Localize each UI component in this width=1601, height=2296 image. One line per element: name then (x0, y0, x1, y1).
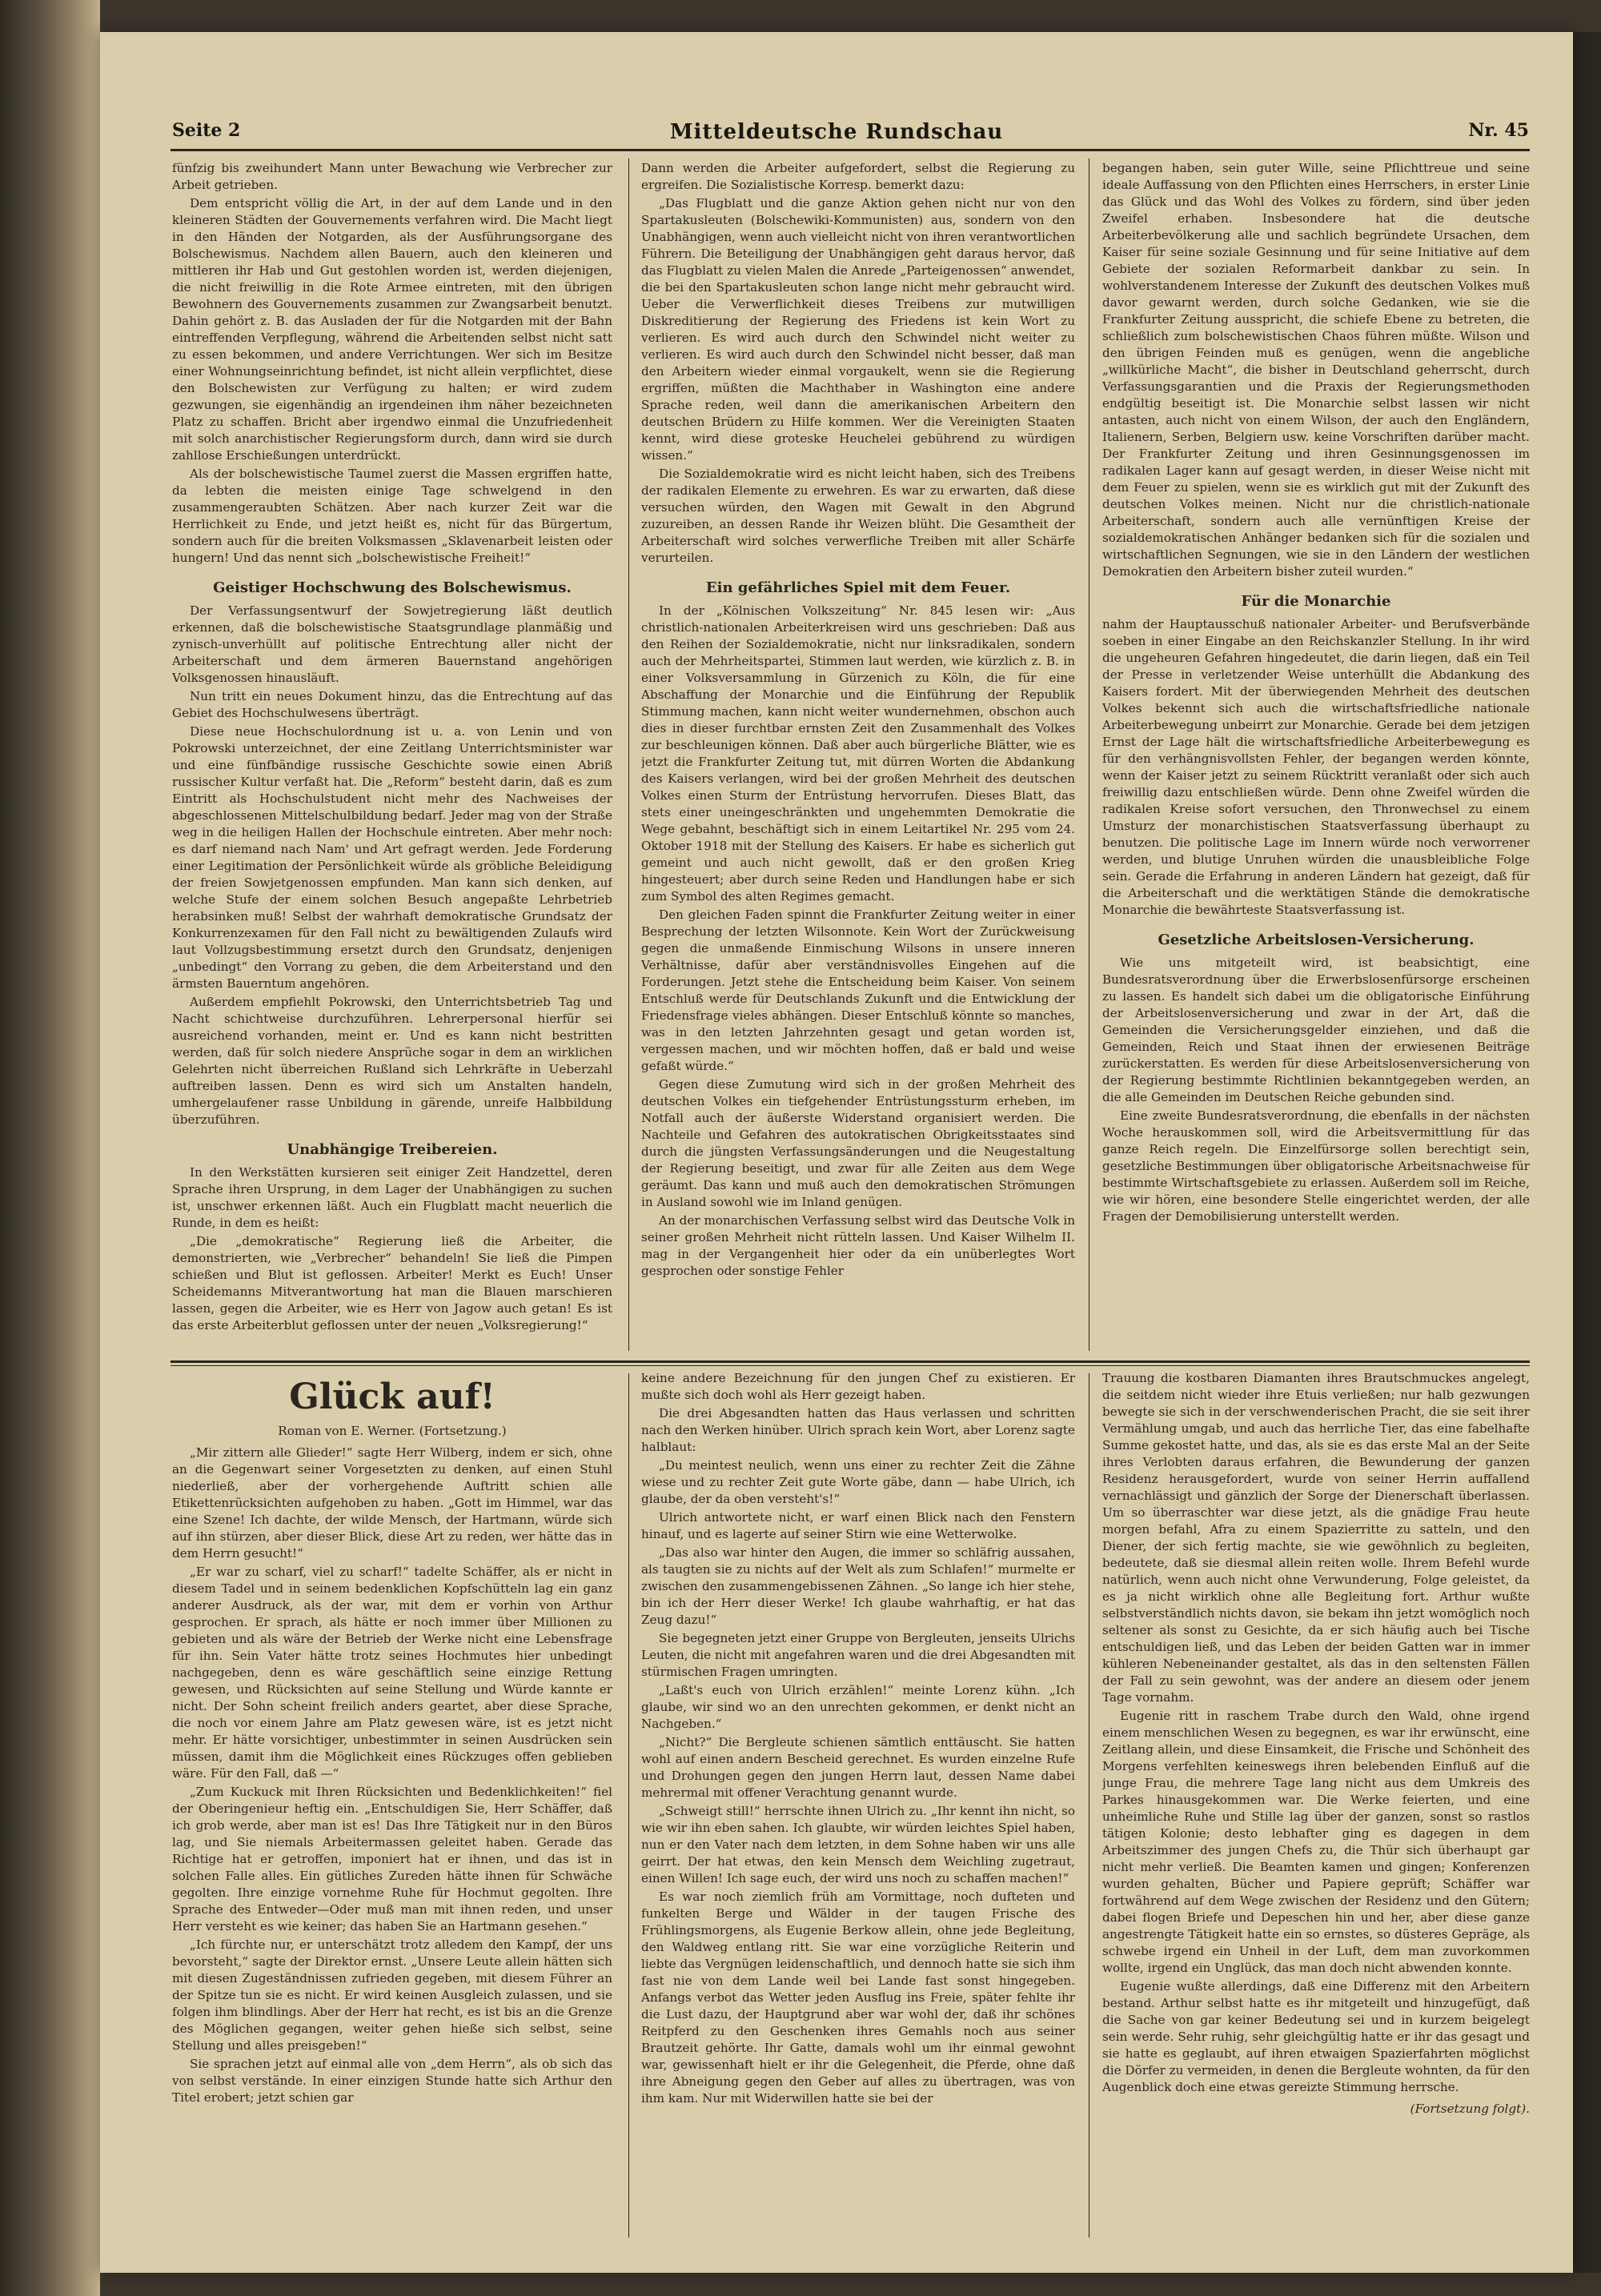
paragraph: Sie begegneten jetzt einer Gruppe von Bergleuten, jenseits Ulrichs Leuten, die nicht mit angefahren waren und die drei Abgesandten mit stürmischen Fragen umringten. (641, 1631, 1075, 1679)
paragraph: Eine zweite Bundesratsverordnung, die ebenfalls in der nächsten Woche herauskommen soll, wird die Arbeitsvermittlung für das ganze Reich regeln. Die Einzelfürsorge sollen berechtigt sein, gesetzliche Bestimmungen über obligatorische Arbeitsnachweise für bestimmte Wirtschaftsgebiete zu erlassen. Außerdem soll im Reiche, wie wir hören, eine besondere Stelle eingerichtet werden, der alle Fragen der Demobilisierung unterstellt werden. (1102, 1108, 1530, 1224)
section-heading: Gesetzliche Arbeitslosen-Versicherung. (1158, 932, 1475, 948)
paragraph: keine andere Bezeichnung für den jungen Chef zu existieren. Er mußte sich doch wohl als Herr gezeigt haben. (641, 1371, 1075, 1402)
paragraph: Wie uns mitgeteilt wird, ist beabsichtigt, eine Bundesratsverordnung über die Erwerbslosenfürsorge erscheinen zu lassen. Es handelt sich dabei um die obligatorische Einführung der Arbeitslosenversicherung und zwar in der Art, daß die Gemeinden die Versicherungsgelder einziehen, und daß die Gemeinden, Reich und Staat ihnen der erwiesenen Beiträge zurückerstatten. Es werden für diese Arbeitslosenversicherung von der Regierung bestimmte Richtlinien bekanntgegeben werden, an die alle Gemeinden im Deutschen Reiche gebunden sind. (1102, 956, 1530, 1104)
paragraph: Außerdem empfiehlt Pokrowski, den Unterrichtsbetrieb Tag und Nacht schichtweise durchzuführen. Lehrerpersonal hierfür sei ausreichend vorhanden, meint er. Und es kann nicht bestritten werden, daß für solch niedere Ansprüche sogar in dem an wirklichen Gelehrten nicht überreichen Rußland sich Lehrkräfte in Ueberzahl auftreiben lassen. Denn es wird sich um Anstalten handeln, umhergelaufener rasse Unbildung in gärende, unreife Halbbildung überzuführen. (172, 995, 612, 1127)
paragraph: Der Verfassungsentwurf der Sowjetregierung läßt deutlich erkennen, daß die bolschewistische Staatsgrundlage planmäßig und zynisch-unverhüllt auf politische Entrechtung aller nicht der Arbeiterschaft und dem ärmeren Bauernstand angehörigen Volksgenossen hinausläuft. (172, 603, 612, 685)
paragraph: „Zum Kuckuck mit Ihren Rücksichten und Bedenklichkeiten!“ fiel der Oberingenieur heftig ein. „Entschuldigen Sie, Herr Schäffer, daß ich grob werde, aber man ist es! Das Ihre Tätigkeit nur in den Büros lag, und Sie niemals Arbeitermassen geleitet haben. Gerade das Richtige hat er getroffen, imponiert hat er ihnen, und das ist in solchen Falle alles. Ein gütliches Zureden hätte ihnen für Schwäche gegolten. Ihre einzige vornehme Ruhe für Hochmut gegolten. Ihre Sprache des Entweder—Oder muß man mit ihnen reden, und unser Herr versteht es wie keiner; das haben Sie an Hartmann gesehen.“ (172, 1785, 612, 1933)
paragraph: In den Werkstätten kursieren seit einiger Zeit Handzettel, deren Sprache ihren Ursprung, in dem Lager der Unabhängigen zu suchen ist, unschwer erkennen läßt. Auch ein Flugblatt macht neuerlich die Runde, in dem es heißt: (172, 1165, 612, 1230)
paragraph: „Die „demokratische“ Regierung ließ die Arbeiter, die demonstrierten, wie „Verbrecher“ behandeln! Sie ließ die Pimpen schießen und Blut ist geflossen. Arbeiter! Merkt es Euch! Unser Scheidemanns Mitverantwortung hat man die Blauen marschieren lassen, gegen die Arbeiter, wie es Herr von Jagow auch getan! Es ist das erste Arbeiterblut geflossen unter der neuen „Volksregierung!“ (172, 1234, 612, 1332)
section-heading: Geistiger Hochschwung des Bolschewismus. (213, 579, 572, 596)
paragraph: Eugenie wußte allerdings, daß eine Differenz mit den Arbeitern bestand. Arthur selbst hatte es ihr mitgeteilt und hinzugefügt, daß die Sache von gar keiner Bedeutung sei und in kurzem beigelegt sein werde. Sehr ruhig, sehr gleichgültig hatte er ihr das gesagt und sie hatte es geglaubt, auf ihren etwaigen Spazierfahrten möglichst die Dörfer zu vermeiden, in denen die Bergleute wohnten, da für den Augenblick doch eine etwas gereizte Stimmung herrsche. (1102, 1979, 1530, 2094)
next-page-edge (1573, 32, 1601, 2273)
paragraph: Gegen diese Zumutung wird sich in der großen Mehrheit des deutschen Volkes ein tiefgehender Entrüstungssturm erheben, im Notfall auch der äußerste Widerstand organisiert werden. Die Nachteile und Gefahren des autokratischen Obrigkeitsstaates sind durch die jüngsten Verfassungsänderungen und die Neugestaltung der Regierung beseitigt, und zwar für alle Zeiten aus dem Wege geräumt. Das kann und muß auch den demokratischen Strömungen in Ausland sowohl wie im Inland genügen. (641, 1077, 1075, 1209)
column-2 (641, 160, 1075, 1356)
serial-column-2 (641, 1370, 1075, 2242)
paragraph: Den gleichen Faden spinnt die Frankfurter Zeitung weiter in einer Besprechung der letzten Wilsonnote. Kein Wort der Zurückweisung gegen die unmaßende Einmischung Wilsons in unsere inneren Verhältnisse, dafür aber verständnisvolles Eingehen auf die Forderungen. Jetzt stehe die Entscheidung beim Kaiser. Von seinem Entschluß werde für Deutschlands Zukunft und die Entwicklung der Friedensfrage vieles abhängen. Dieser Entschluß könnte so manches, was in den letzten Jahrzehnten gesagt und getan worden ist, vergessen machen, und wir möchten hoffen, daß er bald und weise gefaßt würde.“ (641, 908, 1075, 1073)
paragraph: Dann werden die Arbeiter aufgefordert, selbst die Regierung zu ergreifen. Die Sozialistische Korresp. bemerkt dazu: (641, 161, 1075, 192)
column-1 (172, 160, 612, 1356)
feuilleton-rule (171, 1365, 1530, 1366)
column-divider (628, 1373, 629, 2238)
paragraph: „Das Flugblatt und die ganze Aktion gehen nicht nur von den Spartakusleuten (Bolschewiki-Kommunisten) aus, sondern von den Unabhängigen, wenn auch vielleicht nicht von ihren verantwortlichen Führern. Die Beteiligung der Unabhängigen geht daraus hervor, daß das Flugblatt zu vielen Malen die Anrede „Parteigenossen“ anwendet, die bei den Spartakusleuten schon lange nicht mehr gebraucht wird. Ueber die Verwerflichkeit dieses Treibens zur mutwilligen Diskreditierung der Regierung des Friedens ist kein Wort zu verlieren. Es wird auch durch den Schwindel nicht weiter zu verlieren. Es wird auch durch den Schwindel nicht besser, daß man den Arbeitern wieder einmal vorgaukelt, wenn sie die Regierung ergriffen, müßten die Machthaber in Washington eine andere Sprache reden, weil dann die amerikanischen Arbeitern den deutschen Brüdern zu Hilfe kommen. Wer die Vereinigten Staaten kennt, wird diese groteske Heuchelei gebührend zu würdigen wissen.“ (641, 196, 1075, 463)
paragraph: „Schweigt still!“ herrschte ihnen Ulrich zu. „Ihr kennt ihn nicht, so wie wir ihn eben sahen. Ich glaubte, wir würden leichtes Spiel haben, nun er den Vater nach dem letzten, in dem Sohne haben wir uns alle geirrt. Der hat etwas, den kein Mensch dem Weichling zugetraut, einen Willen! Ich sage euch, der wird uns noch zu schaffen machen!“ (641, 1804, 1075, 1885)
paragraph: Sie sprachen jetzt auf einmal alle von „dem Herrn“, als ob sich das von selbst verstände. In einer einzigen Stunde hatte sich Arthur den Titel erobert; jetzt schien gar (172, 2057, 612, 2105)
paragraph: Es war noch ziemlich früh am Vormittage, noch dufteten und funkelten Berge und Wälder in der taugen Frische des Frühlingsmorgens, als Eugenie Berkow allein, ohne jede Begleitung, den Waldweg entlang ritt. Sie war eine vorzügliche Reiterin und liebte das Vergnügen leidenschaftlich, und dennoch hatte sie sich ihm fast nie von dem Lande weil bei Lande fast sonst hingegeben. Anfangs verbot das Wetter jeden Ausflug ins Freie, später fehlte ihr die Lust dazu, der Hauptgrund aber war wohl der, daß ihr schönes Reitpferd zu den Geschenken ihres Gemahls noch aus seiner Brautzeit gehörte. Ihr Gatte, damals wohl um ihr einmal gewohnt war, gewissenhaft hielt er ihr die Gelegenheit, die Pferde, ohne daß ihre Abneigung gegen den Geber auf alles zu übertragen, was von ihm kam. Nur mit Widerwillen hatte sie bei der (641, 1889, 1075, 2106)
paragraph: „Ich fürchte nur, er unterschätzt trotz alledem den Kampf, der uns bevorsteht,“ sagte der Direktor ernst. „Unsere Leute allein hätten sich mit diesen Zugeständnissen zufrieden gegeben, mit diesem Führer an der Spitze tun sie es nicht. Er wird keinen Ausgleich zulassen, und sie folgen ihm blindlings. Aber der Herr hat recht, es ist bis an die Grenze des Möglichen gegangen, weiter gehen hieße sich selbst, seine Stellung und alles preisgeben!“ (172, 1937, 612, 2053)
masthead-title: Mitteldeutsche Rundschau (669, 120, 1004, 144)
issue-number: Nr. 45 (1468, 120, 1529, 141)
paragraph: „Nicht?“ Die Bergleute schienen sämtlich enttäuscht. Sie hatten wohl auf einen andern Bescheid gerechnet. Es wurden einzelne Rufe und Drohungen gegen den jungen Herrn laut, dessen Name dabei mehrermal mit offener Verachtung genannt wurde. (641, 1735, 1075, 1800)
header-rule (171, 149, 1530, 151)
paragraph: Nun tritt ein neues Dokument hinzu, das die Entrechtung auf das Gebiet des Hochschulwesens überträgt. (172, 689, 612, 720)
section-heading: Für die Monarchie (1241, 593, 1391, 610)
paragraph: Die drei Abgesandten hatten das Haus verlassen und schritten nach den Werken hinüber. Ulrich sprach kein Wort, aber Lorenz sagte halblaut: (641, 1406, 1075, 1454)
paragraph: An der monarchischen Verfassung selbst wird das Deutsche Volk in seiner großen Mehrheit nicht rütteln lassen. Und Kaiser Wilhelm II. mag in der Vergangenheit hier oder da ein unüberlegtes Wort gesprochen oder sonstige Fehler (641, 1213, 1075, 1278)
book-spine (0, 0, 100, 2296)
paragraph: „Laßt's euch von Ulrich erzählen!“ meinte Lorenz kühn. „Ich glaube, wir sind wo an den unrechten gekommen, er denkt nicht an Nachgeben.“ (641, 1683, 1075, 1731)
paragraph: Dem entspricht völlig die Art, in der auf dem Lande und in den kleineren Städten der Gouvernements verfahren wird. Die Macht liegt in den Händen der Notgarden, als der Ausführungsorgane des Bolschewismus. Nachdem allen Bauern, auch den kleineren und mittleren ihr Hab und Gut gestohlen worden ist, werden diejenigen, die nicht freiwillig in die Rote Armee eintreten, mit den übrigen Bewohnern des Gouvernements zusammen zur Zwangsarbeit benutzt. Dahin gehört z. B. das Ausladen der für die Notgarden mit der Bahn eintreffenden Verpflegung, während die Arbeitenden selbst nicht satt zu essen bekommen, und andere Verrichtungen. Wer sich im Besitze einer Wohnungseinrichtung befindet, ist nicht allein verpflichtet, diese den Bolschewisten zur Verfügung zu halten; er wird zudem gezwungen, sie eigenhändig an irgendeinen ihm näher bezeichneten Platz zu schaffen. Bricht aber irgendwo einmal die Unzufriedenheit mit solch anarchistischer Regierungsform durch, dann wird sie durch zahllose Erschießungen unterdrückt. (172, 196, 612, 463)
continuation-note: (Fortsetzung folgt). (1410, 2102, 1530, 2116)
column-divider (628, 158, 629, 1351)
paragraph: In der „Kölnischen Volkszeitung“ Nr. 845 lesen wir: „Aus christlich-nationalen Arbeiterkreisen wird uns geschrieben: Daß aus den Reihen der Sozialdemokratie, nicht nur linksradikalen, sondern auch der Mehrheitspartei, Stimmen laut werden, wie kürzlich z. B. in einer Volksversammlung in Gürzenich zu Köln, die für eine Abschaffung der Monarchie und die Einführung der Republik Stimmung machen, kann nicht weiter wundernehmen, obschon auch dies in dieser furchtbar ernsten Zeit den Zusammenhalt des Volkes zur beschleunigen können. Daß aber auch bürgerliche Blätter, wie es jetzt die Frankfurter Zeitung tut, mit dürren Worten die Abdankung des Kaisers verlangen, wird bei der großen Mehrheit des deutschen Volkes einen Sturm der Entrüstung hervorrufen. Dieses Blatt, das stets einer uneingeschränkten und ungehemmten Demokratie die Wege gebahnt, beschäftigt sich in einem Leitartikel Nr. 295 vom 24. Oktober 1918 mit der Stellung des Kaisers. Er habe es sicherlich gut gemeint und auch nicht gewollt, daß er den großen Krieg hingesteuert; aber durch seine Reden und Handlungen habe er sich zum Symbol des alten Regimes gemacht. (641, 603, 1075, 904)
paragraph: „Du meintest neulich, wenn uns einer zu rechter Zeit die Zähne wiese und zu rechter Zeit gute Worte gäbe, dann — habe Ulrich, ich glaube, der da oben versteht's!“ (641, 1458, 1075, 1506)
feuilleton-rule (171, 1360, 1530, 1363)
section-heading: Ein gefährliches Spiel mit dem Feuer. (705, 579, 1011, 596)
serial-title: Glück auf! (289, 1376, 496, 1417)
paragraph: Diese neue Hochschulordnung ist u. a. von Lenin und von Pokrowski unterzeichnet, der eine Zeitlang Unterrichtsminister war und eine fünfbändige russische Geschichte sowie einen Abriß russischer Kultur verfaßt hat. Die „Reform“ besteht darin, daß es zum Eintritt als Hochschulstudent nicht mehr des Nachweises der abgeschlossenen Mittelschulbildung bedarf. Jeder mag von der Straße weg in die heiligen Hallen der Hochschule eintreten. Aber mehr noch: es darf niemand nach Nam' und Art gefragt werden. Jede Forderung einer Legitimation der Persönlichkeit würde als gröbliche Beleidigung der freien Sowjetgenossen empfunden. Man kann sich denken, auf welche Stufe der einem solchen Besuch angepaßte Lehrbetrieb herabsinken muß! Selbst der wahrhaft demokratische Grundsatz der Konkurrenzexamen für den Fall nicht zu bewältigenden Zulaufs wird laut Vollzugsbestimmung ersetzt durch den Grundsatz, denjenigen „unbedingt“ den Vorrang zu geben, die dem Arbeiterstand und den ärmsten Bauerntum angehören. (172, 724, 612, 991)
paragraph: Die Sozialdemokratie wird es nicht leicht haben, sich des Treibens der radikalen Elemente zu erwehren. Es war zu erwarten, daß diese versuchen würden, den Wagen mit Gewalt in den Abgrund zuzureiben, an dessen Rande ihr Weizen blüht. Die Gesamtheit der Arbeiterschaft wird solches verwerfliche Treiben mit aller Schärfe verurteilen. (641, 467, 1075, 565)
page-label: Seite 2 (172, 120, 241, 141)
paragraph: Trauung die kostbaren Diamanten ihres Brautschmuckes angelegt, die seitdem nicht wieder ihre Etuis verließen; nur halb gezwungen bewegte sie sich in der verschwenderischen Pracht, die sie seit ihrer Vermählung umgab, und auch das herrliche Tier, das eine fabelhafte Summe gekostet hatte, und das, als sie es das erste Mal an der Seite ihres Verlobten daraus erfahren, die Bewunderung der ganzen Residenz herausgefordert, wurde von seiner Herrin auffallend vernachlässigt und gänzlich der Sorge der Dienerschaft überlassen. Um so überraschter war diese jetzt, als die gnädige Frau heute morgen befahl, Afra zu einem Spazierritte zu satteln, und den Diener, der sich fertig machte, sie wie gewöhnlich zu begleiten, bedeutete, daß sie diesmal allein reiten wolle. Ihrem Befehl wurde natürlich, wenn auch nicht ohne Verwunderung, Folge geleistet, da es ja nicht wirklich ohne alle Begleitung fort. Arthur wußte selbstverständlich nichts davon, sie bekam ihn jetzt womöglich noch seltener als sonst zu Gesichte, da er sich häufig auch bei Tische entschuldigen ließ, und das Leben der beiden Gatten war in immer kühleren Nebeneinander gestaltet, als das in den seltensten Fällen der Fall zu sein gewohnt, was der andere an diesem oder jenem Tage vornahm. (1102, 1371, 1530, 1705)
paragraph: Ulrich antwortete nicht, er warf einen Blick nach den Fenstern hinauf, und es lagerte auf seiner Stirn wie eine Wetterwolke. (641, 1510, 1075, 1541)
paragraph: „Das also war hinter den Augen, die immer so schläfrig aussahen, als taugten sie zu nichts auf der Welt als zum Schlafen!“ murmelte er zwischen den zusammengebissenen Zähnen. „So lange ich hier stehe, bin ich der Herr dieser Werke! Ich glaube wahrhaftig, er hat das Zeug dazu!“ (641, 1545, 1075, 1627)
newspaper-page (100, 32, 1573, 2273)
section-heading: Unabhängige Treibereien. (287, 1141, 498, 1158)
column-3 (1102, 160, 1530, 1356)
paragraph: Als der bolschewistische Taumel zuerst die Massen ergriffen hatte, da lebten die meisten einige Tage schwelgend in den zusammengeraubten Schätzen. Aber nach kurzer Zeit war die Herrlichkeit zu Ende, und jetzt heißt es, nicht für das Bürgertum, sondern auch für die breiten Volksmassen „Sklavenarbeit leisten oder hungern! Und das nennt sich „bolschewistische Freiheit!“ (172, 467, 612, 565)
paragraph: fünfzig bis zweihundert Mann unter Bewachung wie Verbrecher zur Arbeit getrieben. (172, 161, 612, 192)
serial-column-3 (1102, 1370, 1530, 2242)
serial-column-1 (172, 1370, 612, 2242)
paragraph: nahm der Hauptausschuß nationaler Arbeiter- und Berufsverbände soeben in einer Eingabe an den Reichskanzler Stellung. In ihr wird die ungeheuren Gefahren hingedeutet, die darin liegen, daß ein Teil der Presse in verletzender Weise unterhüllt die Abdankung des Kaisers fordert. Mit der überwiegenden Mehrheit des deutschen Volkes bekennt sich auch die wirtschaftsfriedliche nationale Arbeiterbewegung unbeirrt zur Monarchie. Gerade bei dem jetzigen Ernst der Lage hält die wirtschaftsfriedliche Arbeiterbewegung es für den verhängnisvollsten Fehler, der begangen werden könnte, wenn der Kaiser jetzt zu seinem Rücktritt veranlaßt oder sich auch freiwillig dazu entschließen würde. Denn ohne Zweifel würden die radikalen Kreise sofort versuchen, den Thronwechsel zu einem Umsturz der monarchistischen Staatsverfassung überhaupt zu benutzen. Die politische Lage im Innern würde noch verworrener werden, und blutige Unruhen würden die unausbleibliche Folge sein. Gerade die Erfahrung in anderen Ländern hat gezeigt, daß für die Arbeiterschaft und die werktätigen Stände die demokratische Monarchie die bewährteste Staatsverfassung ist. (1102, 617, 1530, 917)
serial-subtitle: Roman von E. Werner. (Fortsetzung.) (278, 1424, 507, 1438)
paragraph: begangen haben, sein guter Wille, seine Pflichttreue und seine ideale Auffassung von den Pflichten eines Herrschers, in erster Linie das Glück und das Wohl des Volkes zu fördern, sind über jeden Zweifel erhaben. Insbesondere hat die deutsche Arbeiterbevölkerung alle und sachlich begründete Ursachen, dem Kaiser für seine soziale Gesinnung und für seine Initiative auf dem Gebiete der sozialen Reformarbeit dankbar zu sein. In wohlverstandenem Interesse der Zukunft des deutschen Volkes muß davor gewarnt werden, durch solche Gedanken, wie sie die Frankfurter Zeitung ausspricht, die schiefe Ebene zu betreten, die schließlich zum bolschewistischen Chaos führen müßte. Wilson und den übrigen Feinden muß es genügen, wenn die angebliche „willkürliche Macht“, die bisher in Deutschland geherrscht, durch Verfassungsgarantien und die Praxis der Regierungsmethoden endgültig beseitigt ist. Die Monarchie selbst lassen wir nicht antasten, auch nicht von einem Wilson, der auch den Engländern, Italienern, Serben, Belgiern usw. keine Vorschriften darüber macht. Der Frankfurter Zeitung und ihren Gesinnungsgenossen im radikalen Lager kann auf gesagt werden, in dieser Weise nicht mit dem Feuer zu spielen, wenn sie es wirklich gut mit der Zukunft des deutschen Volkes meinen. Nicht nur die christlich-nationale Arbeiterschaft, sondern auch alle vernünftigen Kreise der sozialdemokratischen Anhänger bedanken sich für die sozialen und wirtschaftlichen Segnungen, wie sie in den Ländern der westlichen Demokratien den Arbeitern bisher zuteil wurden.“ (1102, 161, 1530, 579)
paragraph: „Mir zittern alle Glieder!“ sagte Herr Wilberg, indem er sich, ohne an die Gegenwart seiner Vorgesetzten zu denken, auf einen Stuhl niederließ, aber der vorhergehende Auftritt schien alle Etikettenrücksichten aufgehoben zu haben. „Gott im Himmel, war das eine Szene! Ich dachte, der wilde Mensch, der Hartmann, würde sich auf ihn stürzen, aber dieser Blick, diese Art zu reden, wer hätte das in dem Herrn gesucht!“ (172, 1445, 612, 1561)
paragraph: Eugenie ritt in raschem Trabe durch den Wald, ohne irgend einem menschlichen Wesen zu begegnen, es war ihr erwünscht, eine Zeitlang allein, und diese Einsamkeit, die Frische und Schönheit des Morgens verfehlten keineswegs ihren belebenden Einfluß auf die junge Frau, die mehrere Tage lang nicht aus dem Umkreis des Parkes hinausgekommen war. Die Werke feierten, und eine unheimliche Ruhe und Stille lag über der ganzen, sonst so rastlos tätigen Kolonie; desto lebhafter ging es dagegen in dem Arbeitszimmer des jungen Chefs zu, die Thür sich überhaupt gar nicht mehr verließ. Die Beamten kamen und gingen; Konferenzen wurden gehalten, Bücher und Papiere geprüft; Schäffer war fortwährend auf dem Wege zwischen der Residenz und den Gütern; dabei flogen Briefe und Depeschen hin und her, aber diese ganze angestrengte Tätigkeit hatte ein so ernstes, so düsteres Gepräge, als schwebe irgend ein Unheil in der Luft, dem man zuvorkommen wollte, irgend ein Unglück, das man doch nicht abwenden konnte. (1102, 1709, 1530, 1975)
paragraph: „Er war zu scharf, viel zu scharf!“ tadelte Schäffer, als er nicht in diesem Tadel und in seinem bedenklichen Kopfschütteln lag ein ganz anderer Ausdruck, als der war, mit dem er vorhin von Arthur gesprochen. Er sprach, als hätte er noch immer über Millionen zu gebieten und als wäre der Betrieb der Werke nicht eine Lebensfrage für ihn. Sein Vater hätte trotz seines Hochmutes hier unbedingt nachgegeben, denn es wäre geschäftlich seine einzige Rettung gewesen, und Rücksichten auf seine Stellung und Würde kannte er nicht. Der Sohn scheint freilich anders geartet, aber diese Sprache, die noch vor einem Jahre am Platz gewesen wäre, ist es jetzt nicht mehr. Er hätte vorsichtiger, unbestimmter in seinen Ausdrücken sein müssen, damit ihm die Möglichkeit eines Rückzuges offen geblieben wäre. Für den Fall, daß —“ (172, 1565, 612, 1781)
